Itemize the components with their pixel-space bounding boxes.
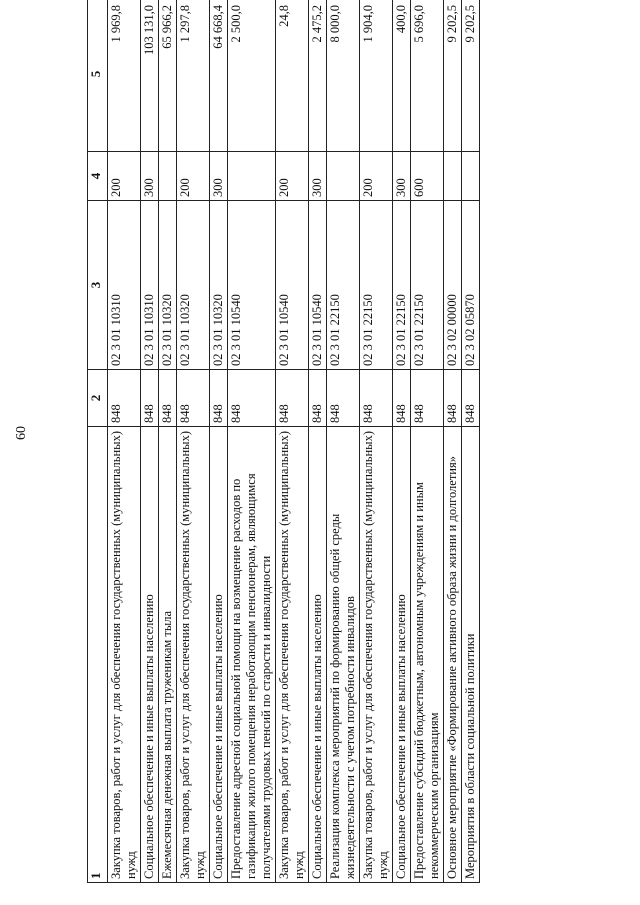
cell-expense-type: 600 (411, 152, 444, 201)
cell-department-code: 848 (177, 370, 210, 427)
header-col-5: 5 (88, 0, 108, 152)
cell-department-code: 848 (276, 370, 309, 427)
page-number: 60 (14, 426, 29, 440)
cell-expense-type (444, 152, 462, 201)
cell-name: Основное мероприятие «Формирование активного образа жизни и долголетия» (444, 427, 462, 883)
cell-name: Социальное обеспечение и иные выплаты населению (210, 427, 228, 883)
cell-department-code: 848 (462, 370, 480, 427)
cell-name: Закупка товаров, работ и услуг для обеспечения государственных (муниципальных) нужд (177, 427, 210, 883)
cell-name: Социальное обеспечение и иные выплаты населению (393, 427, 411, 883)
cell-expense-type: 300 (309, 152, 327, 201)
cell-target-code: 02 3 01 10310 (108, 201, 141, 370)
cell-name: Закупка товаров, работ и услуг для обеспечения государственных (муниципальных) нужд (276, 427, 309, 883)
cell-amount: 24,8 (276, 0, 309, 152)
cell-name: Социальное обеспечение и иные выплаты населению (309, 427, 327, 883)
cell-expense-type: 300 (393, 152, 411, 201)
cell-department-code: 848 (360, 370, 393, 427)
cell-name: Социальное обеспечение и иные выплаты населению (141, 427, 159, 883)
cell-amount: 9 202,5 (444, 0, 462, 152)
cell-department-code: 848 (228, 370, 276, 427)
header-col-2: 2 (88, 370, 108, 427)
cell-amount: 8 000,0 (327, 0, 360, 152)
cell-expense-type: 200 (360, 152, 393, 201)
table-row (177, 0, 210, 883)
cell-name: Предоставление адресной социальной помощи на возмещение расходов по газификации жилого помещения неработающим пенсионерам, являющимся получателями трудовых пенсий по старости и инвалидности (228, 427, 276, 883)
cell-amount: 103 131,0 (141, 0, 159, 152)
header-col-4: 4 (88, 152, 108, 201)
cell-name: Ежемесячная денежная выплата труженикам тыла (159, 427, 177, 883)
table-row (462, 0, 480, 883)
cell-target-code: 02 3 01 10320 (177, 201, 210, 370)
cell-name: Предоставление субсидий бюджетным, автономным учреждениям и иным некоммерческим организациям (411, 427, 444, 883)
cell-expense-type: 200 (108, 152, 141, 201)
table-row (444, 0, 462, 883)
cell-target-code: 02 3 02 00000 (444, 201, 462, 370)
budget-table (87, 0, 480, 883)
cell-department-code: 848 (141, 370, 159, 427)
cell-target-code: 02 3 01 10540 (228, 201, 276, 370)
rotated-page-content (87, 5, 549, 883)
cell-expense-type (327, 152, 360, 201)
table-row (141, 0, 159, 883)
cell-target-code: 02 3 01 22150 (327, 201, 360, 370)
table-row (411, 0, 444, 883)
cell-department-code: 848 (327, 370, 360, 427)
cell-target-code: 02 3 01 10320 (159, 201, 177, 370)
table-row (393, 0, 411, 883)
cell-department-code: 848 (108, 370, 141, 427)
cell-expense-type (228, 152, 276, 201)
cell-expense-type: 200 (177, 152, 210, 201)
cell-target-code: 02 3 01 10540 (276, 201, 309, 370)
cell-target-code: 02 3 01 10310 (141, 201, 159, 370)
cell-amount: 1 904,0 (360, 0, 393, 152)
table-row (228, 0, 276, 883)
cell-expense-type: 200 (276, 152, 309, 201)
cell-name: Мероприятия в области социальной политики (462, 427, 480, 883)
cell-target-code: 02 3 01 10320 (210, 201, 228, 370)
cell-target-code: 02 3 01 22150 (360, 201, 393, 370)
table-row (210, 0, 228, 883)
header-col-3: 3 (88, 201, 108, 370)
table-row (276, 0, 309, 883)
cell-expense-type: 300 (210, 152, 228, 201)
cell-amount: 1 297,8 (177, 0, 210, 152)
cell-amount: 2 500,0 (228, 0, 276, 152)
cell-department-code: 848 (444, 370, 462, 427)
table-row (159, 0, 177, 883)
cell-expense-type (159, 152, 177, 201)
cell-department-code: 848 (411, 370, 444, 427)
cell-amount: 9 202,5 (462, 0, 480, 152)
table-row (108, 0, 141, 883)
table-header-row (88, 0, 108, 883)
cell-name: Закупка товаров, работ и услуг для обеспечения государственных (муниципальных) нужд (360, 427, 393, 883)
cell-department-code: 848 (309, 370, 327, 427)
cell-expense-type (462, 152, 480, 201)
table-row (360, 0, 393, 883)
cell-name: Реализация комплекса мероприятий по формированию общей среды жизнедеятельности с учетом потребности инвалидов (327, 427, 360, 883)
cell-expense-type: 300 (141, 152, 159, 201)
cell-department-code: 848 (210, 370, 228, 427)
cell-amount: 1 969,8 (108, 0, 141, 152)
cell-amount: 64 668,4 (210, 0, 228, 152)
cell-amount: 5 696,0 (411, 0, 444, 152)
cell-target-code: 02 3 01 22150 (411, 201, 444, 370)
table-row (327, 0, 360, 883)
cell-target-code: 02 3 01 10540 (309, 201, 327, 370)
table-row (309, 0, 327, 883)
cell-department-code: 848 (393, 370, 411, 427)
cell-department-code: 848 (159, 370, 177, 427)
cell-amount: 2 475,2 (309, 0, 327, 152)
cell-target-code: 02 3 01 22150 (393, 201, 411, 370)
cell-target-code: 02 3 02 05870 (462, 201, 480, 370)
cell-amount: 400,0 (393, 0, 411, 152)
cell-amount: 65 966,2 (159, 0, 177, 152)
header-col-1: 1 (88, 427, 108, 883)
cell-name: Закупка товаров, работ и услуг для обеспечения государственных (муниципальных) нужд (108, 427, 141, 883)
